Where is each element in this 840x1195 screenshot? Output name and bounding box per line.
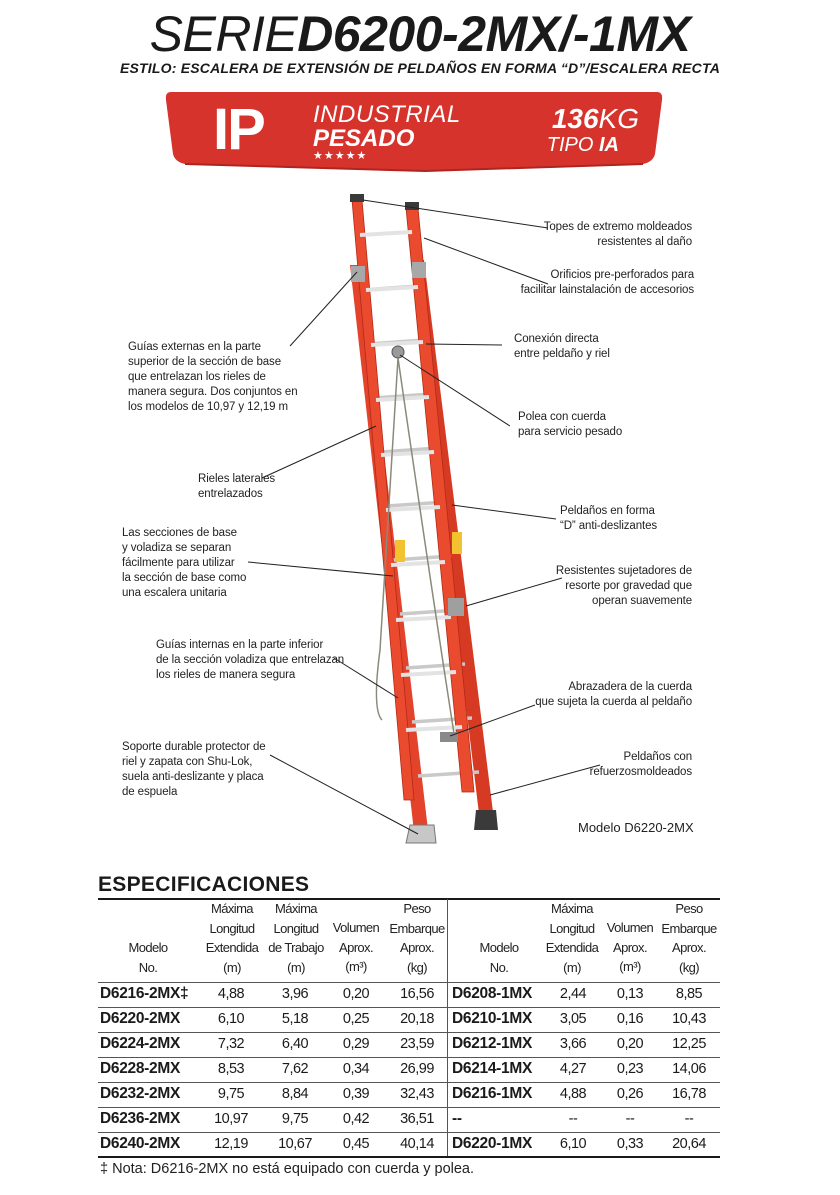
- specs-bottom-rule: [98, 1156, 720, 1158]
- header-left-max-extended: Máxima Longitud Extendida (m): [205, 901, 259, 975]
- banner-capacity: [552, 104, 639, 134]
- type-label: TIPO: [546, 134, 599, 156]
- model-caption: Modelo D6220-2MX: [578, 820, 694, 835]
- spec-value-cell: 0,33: [616, 1136, 644, 1152]
- spec-value-cell: 32,43: [400, 1086, 434, 1102]
- model-number-cell: --: [452, 1110, 462, 1127]
- ladder-diagram: [0, 180, 840, 850]
- capacity-unit: KG: [598, 103, 639, 134]
- title-series: SERIE: [149, 6, 298, 62]
- model-number-cell: D6214-1MX: [452, 1060, 533, 1077]
- callout-external-guides: Guías externas en la parte superior de la sección de base que entrelazan los rieles de manera segura. Dos conjuntos en los modelos de 10,97 y 12,19 m: [128, 341, 298, 413]
- spec-value-cell: 10,97: [214, 1111, 248, 1127]
- rating-banner: [165, 92, 663, 172]
- spec-value-cell: 0,42: [342, 1111, 370, 1127]
- model-number-cell: D6208-1MX: [452, 985, 533, 1002]
- spec-value-cell: 5,18: [281, 1011, 309, 1027]
- spec-value-cell: 3,05: [559, 1011, 587, 1027]
- rating-stars-icon: ★★★★★: [313, 150, 368, 162]
- model-number-cell: D6220-1MX: [452, 1135, 533, 1152]
- spec-value-cell: 6,10: [217, 1011, 245, 1027]
- spec-value-cell: 8,84: [281, 1086, 309, 1102]
- spec-value-cell: 4,27: [559, 1061, 587, 1077]
- table-row: [98, 1057, 720, 1080]
- model-number-cell: D6228-2MX: [100, 1060, 181, 1077]
- title-model: D6200-2MX/-1MX: [297, 6, 691, 62]
- spec-value-cell: 0,39: [342, 1086, 370, 1102]
- spec-value-cell: 8,85: [675, 986, 703, 1002]
- banner-type: [547, 134, 619, 156]
- header-left-max-working: Máxima Longitud de Trabajo (m): [268, 901, 324, 975]
- spec-value-cell: 36,51: [400, 1111, 434, 1127]
- header-right-volume: Volumen Aprox. (m³): [606, 920, 654, 974]
- spec-value-cell: --: [568, 1111, 578, 1127]
- model-number-cell: D6212-1MX: [452, 1035, 533, 1052]
- model-number-cell: D6210-1MX: [452, 1010, 533, 1027]
- header-left-weight: Peso Embarque Aprox. (kg): [389, 901, 445, 975]
- spec-value-cell: 0,29: [342, 1036, 370, 1052]
- spec-value-cell: 0,20: [616, 1036, 644, 1052]
- spec-value-cell: 4,88: [559, 1086, 587, 1102]
- spec-value-cell: 0,16: [616, 1011, 644, 1027]
- callout-interlocking-rails: Rieles laterales entrelazados: [198, 473, 276, 500]
- model-number-cell: D6220-2MX: [100, 1010, 181, 1027]
- callout-d-rungs: Peldaños en forma “D” anti-deslizantes: [560, 505, 658, 532]
- callout-separable-sections: Las secciones de base y voladiza se separan fácilmente para utilizar la sección de base como una escalera unitaria: [122, 527, 247, 599]
- model-number-cell: D6240-2MX: [100, 1135, 181, 1152]
- spec-value-cell: 40,14: [400, 1136, 434, 1152]
- callout-pulley: Polea con cuerda para servicio pesado: [518, 411, 623, 438]
- spec-value-cell: 3,96: [281, 986, 309, 1002]
- callout-reinforced-rungs: Peldaños con refuerzosmoldeados: [589, 751, 692, 778]
- spec-value-cell: 14,06: [672, 1061, 706, 1077]
- spec-value-cell: 6,40: [281, 1036, 309, 1052]
- spec-value-cell: 7,32: [217, 1036, 245, 1052]
- spec-value-cell: 0,34: [342, 1061, 370, 1077]
- model-number-cell: D6232-2MX: [100, 1085, 181, 1102]
- table-row: [98, 1107, 720, 1130]
- table-row: [98, 1082, 720, 1105]
- spec-value-cell: 9,75: [281, 1111, 309, 1127]
- callout-shoe: Soporte durable protector de riel y zapata con Shu-Lok, suela anti-deslizante y placa de espuela: [122, 741, 266, 798]
- table-row: [98, 1132, 720, 1155]
- table-row: [98, 1032, 720, 1055]
- page-subtitle: ESTILO: ESCALERA DE EXTENSIÓN DE PELDAÑOS EN FORMA “D”/ESCALERA RECTA: [119, 60, 721, 76]
- header-left-volume: Volumen Aprox. (m³): [332, 920, 380, 974]
- spec-value-cell: 3,66: [559, 1036, 587, 1052]
- spec-value-cell: 0,26: [616, 1086, 644, 1102]
- model-number-cell: D6216-2MX‡: [100, 985, 189, 1002]
- spec-value-cell: 16,56: [400, 986, 434, 1002]
- spec-value-cell: 6,10: [559, 1136, 587, 1152]
- spec-value-cell: 2,44: [559, 986, 587, 1002]
- spec-value-cell: 7,62: [281, 1061, 309, 1077]
- table-row: [98, 982, 720, 1005]
- spec-value-cell: 10,67: [278, 1136, 312, 1152]
- spec-value-cell: 0,45: [342, 1136, 370, 1152]
- page-title: [0, 6, 840, 62]
- spec-value-cell: --: [625, 1111, 635, 1127]
- header-right-weight: Peso Embarque Aprox. (kg): [661, 901, 717, 975]
- capacity-number: 136: [551, 103, 599, 134]
- banner-pesado: PESADO: [313, 125, 415, 152]
- spec-value-cell: --: [684, 1111, 694, 1127]
- callout-predrilled-holes: Orificios pre-perforados para facilitar lainstalación de accesorios: [520, 269, 694, 296]
- spec-value-cell: 0,20: [342, 986, 370, 1002]
- badge-ip: IP: [213, 97, 264, 162]
- spec-value-cell: 12,25: [672, 1036, 706, 1052]
- spec-value-cell: 0,13: [616, 986, 644, 1002]
- spec-value-cell: 8,53: [217, 1061, 245, 1077]
- spec-value-cell: 16,78: [672, 1086, 706, 1102]
- callout-direct-connection: Conexión directa entre peldaño y riel: [514, 333, 610, 360]
- spec-value-cell: 10,43: [672, 1011, 706, 1027]
- callout-internal-guides: Guías internas en la parte inferior de la sección voladiza que entrelazan los rieles de manera segura: [156, 639, 345, 681]
- type-value: IA: [599, 134, 619, 156]
- spec-value-cell: 26,99: [400, 1061, 434, 1077]
- banner-industrial: INDUSTRIAL: [313, 101, 461, 128]
- specs-title: ESPECIFICACIONES: [98, 873, 310, 896]
- header-left-model: Modelo No.: [128, 940, 168, 975]
- spec-value-cell: 0,23: [616, 1061, 644, 1077]
- model-number-cell: D6236-2MX: [100, 1110, 181, 1127]
- spec-value-cell: 9,75: [217, 1086, 245, 1102]
- table-row: [98, 1007, 720, 1030]
- model-number-cell: D6216-1MX: [452, 1085, 533, 1102]
- callout-rope-clamp: Abrazadera de la cuerda que sujeta la cuerda al peldaño: [535, 681, 692, 708]
- spec-value-cell: 20,18: [400, 1011, 434, 1027]
- spec-value-cell: 23,59: [400, 1036, 434, 1052]
- model-number-cell: D6224-2MX: [100, 1035, 181, 1052]
- spec-value-cell: 0,25: [342, 1011, 370, 1027]
- callout-gravity-locks: Resistentes sujetadores de resorte por gravedad que operan suavemente: [555, 565, 692, 607]
- header-right-model: Modelo No.: [479, 940, 519, 975]
- spec-value-cell: 12,19: [214, 1136, 248, 1152]
- footnote: ‡ Nota: D6216-2MX no está equipado con cuerda y polea.: [100, 1161, 475, 1177]
- header-right-max-extended: Máxima Longitud Extendida (m): [545, 901, 599, 975]
- spec-value-cell: 20,64: [672, 1136, 706, 1152]
- spec-value-cell: 4,88: [217, 986, 245, 1002]
- callout-end-caps: Topes de extremo moldeados resistentes al daño: [543, 221, 692, 248]
